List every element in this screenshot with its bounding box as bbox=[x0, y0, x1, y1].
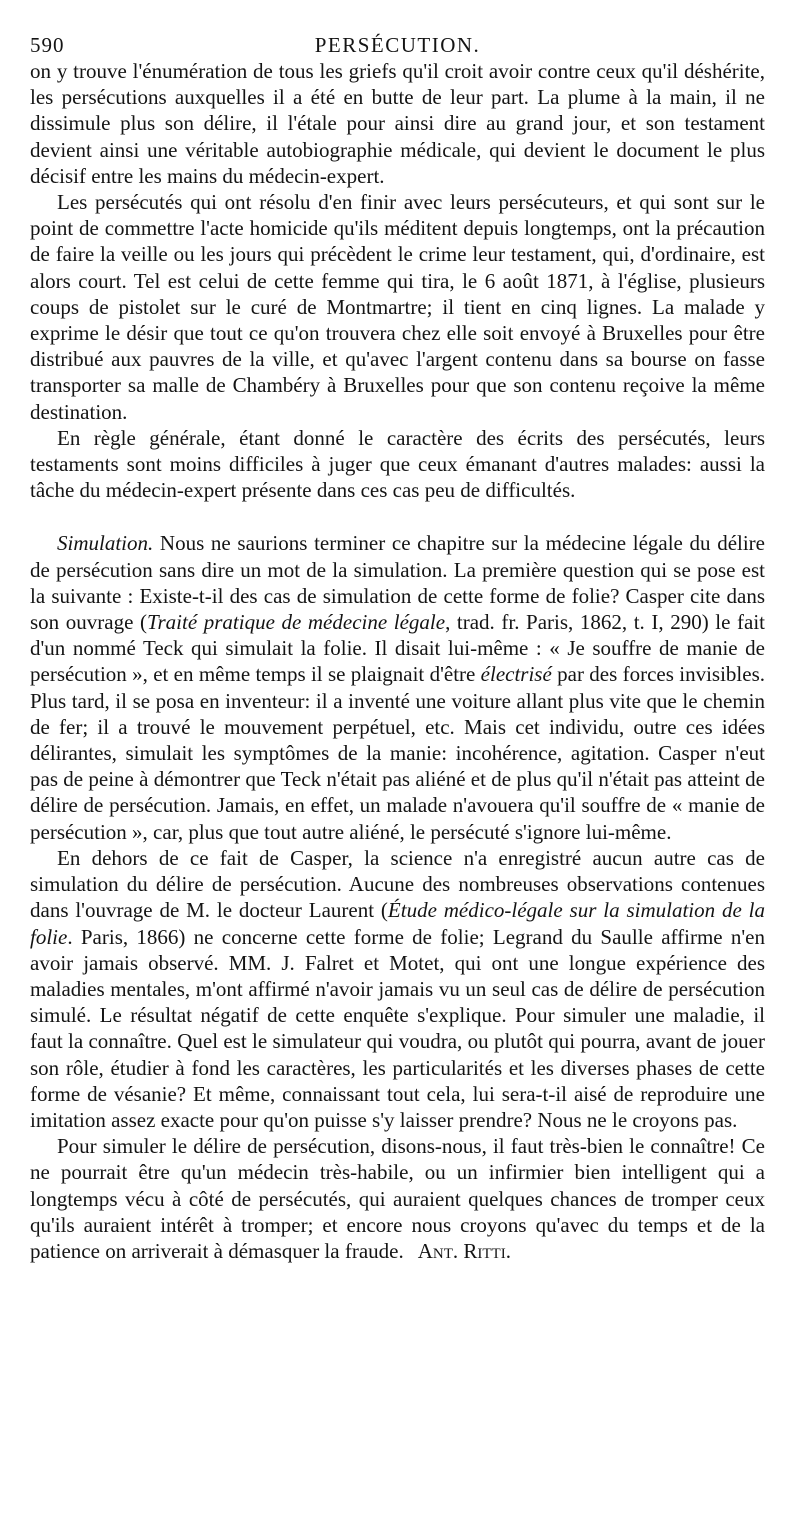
page-header bbox=[30, 0, 765, 58]
author-signature: Ant. Ritti. bbox=[417, 1238, 511, 1263]
text-run: Pour simuler le délire de persécution, disons-nous, il faut très-bien le connaître! Ce ne pourrait être qu'un médecin très-habile, ou un infirmier bien intelligent qui a longtemps vécu à côté de persécutés, qui auraient quelques chances de tromper ceux qu'ils auraient intérêt à tromper; et encore nous croyons qu'avec du temps et de la patience on arriverait à démasquer la fraude. bbox=[30, 1134, 765, 1263]
italic-text: Traité pratique de médecine légale bbox=[146, 610, 446, 635]
paragraph bbox=[30, 530, 765, 844]
text-run: on y trouve l'énumération de tous les griefs qu'il croit avoir contre ceux qu'il déshérite, les persécutions auxquelles il a été en butte de leur part. La plume à la main, il ne dissimule plus son délire, il l'étale pour ainsi dire au grand jour, et son testament devient ainsi une véritable autobiographie médicale, qui devient le document le plus décisif entre les mains du médecin-expert. bbox=[30, 59, 765, 188]
italic-text: Étude médico-légale sur la simulation de la folie bbox=[30, 898, 765, 949]
page bbox=[30, 0, 765, 1264]
body-text bbox=[30, 58, 765, 1264]
italic-text: Simulation. bbox=[57, 531, 154, 556]
text-run: Nous ne saurions terminer ce chapitre sur la médecine légale du délire de persécution sans dire un mot de la simulation. La première question qui se pose est la suivante : Existe-t-il des cas de simulation de cette forme de folie? Casper cite dans son ouvrage ( bbox=[30, 531, 765, 635]
text-run: En règle générale, étant donné le caractère des écrits des persécutés, leurs testaments sont moins difficiles à juger que ceux émanant d'autres malades: aussi la tâche du médecin-expert présente dans ces cas peu de difficultés. bbox=[30, 425, 765, 503]
paragraph bbox=[30, 189, 765, 425]
text-run: Les persécutés qui ont résolu d'en finir avec leurs persécuteurs, et qui sont sur le point de commettre l'acte homicide qu'ils méditent depuis longtemps, ont la précaution de faire la veille ou les jours qui précèdent le crime leur testament, qui, d'ordinaire, est alors court. Tel est celui de cette femme qui tira, le 6 août 1871, à l'église, plusieurs coups de pistolet sur le curé de Montmartre; il tient en cinq lignes. La malade y exprime le désir que tout ce qu'on trouvera chez elle soit envoyé à Bruxelles pour être distribué aux pauvres de la ville, et qu'avec l'argent contenu dans sa bourse on fasse transporter sa malle de Chambéry à Bruxelles pour que son contenu reçoive la même destination. bbox=[30, 190, 765, 424]
paragraph bbox=[30, 58, 765, 189]
text-run: . Paris, 1866) ne concerne cette forme de folie; Legrand du Saulle affirme n'en avoir jamais observé. MM. J. Falret et Motet, qui ont une longue expérience des maladies mentales, m'ont affirmé n'avoir jamais vu un seul cas de délire de persécution simulé. Le résultat négatif de cette enquête s'explique. Pour simuler une maladie, il faut la connaître. Quel est le simulateur qui voudra, ou plutôt qui pourra, avant de jouer son rôle, étudier à fond les caractères, les particularités et les diverses phases de cette forme de vésanie? Et même, connaissant tout cela, lui sera-t-il aisé de reproduire une imitation assez exacte pour qu'on puisse s'y laisser prendre? Nous ne le croyons pas. bbox=[30, 924, 765, 1132]
paragraph bbox=[30, 845, 765, 1133]
paragraph bbox=[30, 425, 765, 504]
section-gap bbox=[30, 503, 765, 530]
text-run: , trad. fr. Paris, 1862, t. I, 290) le fait d'un nommé Teck qui simulait la folie. Il disait lui-même : « Je souffre de manie de persécution », et en même temps il se plaignait d'être bbox=[30, 610, 765, 687]
italic-text: électrisé bbox=[480, 662, 552, 687]
text-run: En dehors de ce fait de Casper, la science n'a enregistré aucun autre cas de simulation du délire de persécution. Aucune des nombreuses observations contenues dans l'ouvrage de M. le docteur Laurent ( bbox=[30, 845, 765, 923]
text-run: par des forces invisibles. Plus tard, il se posa en inventeur: il a inventé une voiture allant plus vite que le chemin de fer; il a trouvé le mouvement perpétuel, etc. Mais cet individu, outre ces idées délirantes, simulait les symptômes de la manie: incohérence, agitation. Casper n'eut pas de peine à démontrer que Teck n'était pas aliéné et de plus qu'il n'était pas atteint de délire de persécution. Jamais, en effet, un malade n'avouera qu'il souffre de « manie de persécution », car, plus que tout autre aliéné, le persécuté s'ignore lui-même. bbox=[30, 662, 765, 844]
running-title: PERSÉCUTION. bbox=[314, 33, 481, 57]
paragraph bbox=[30, 1133, 765, 1264]
page-number: 590 bbox=[30, 33, 65, 57]
